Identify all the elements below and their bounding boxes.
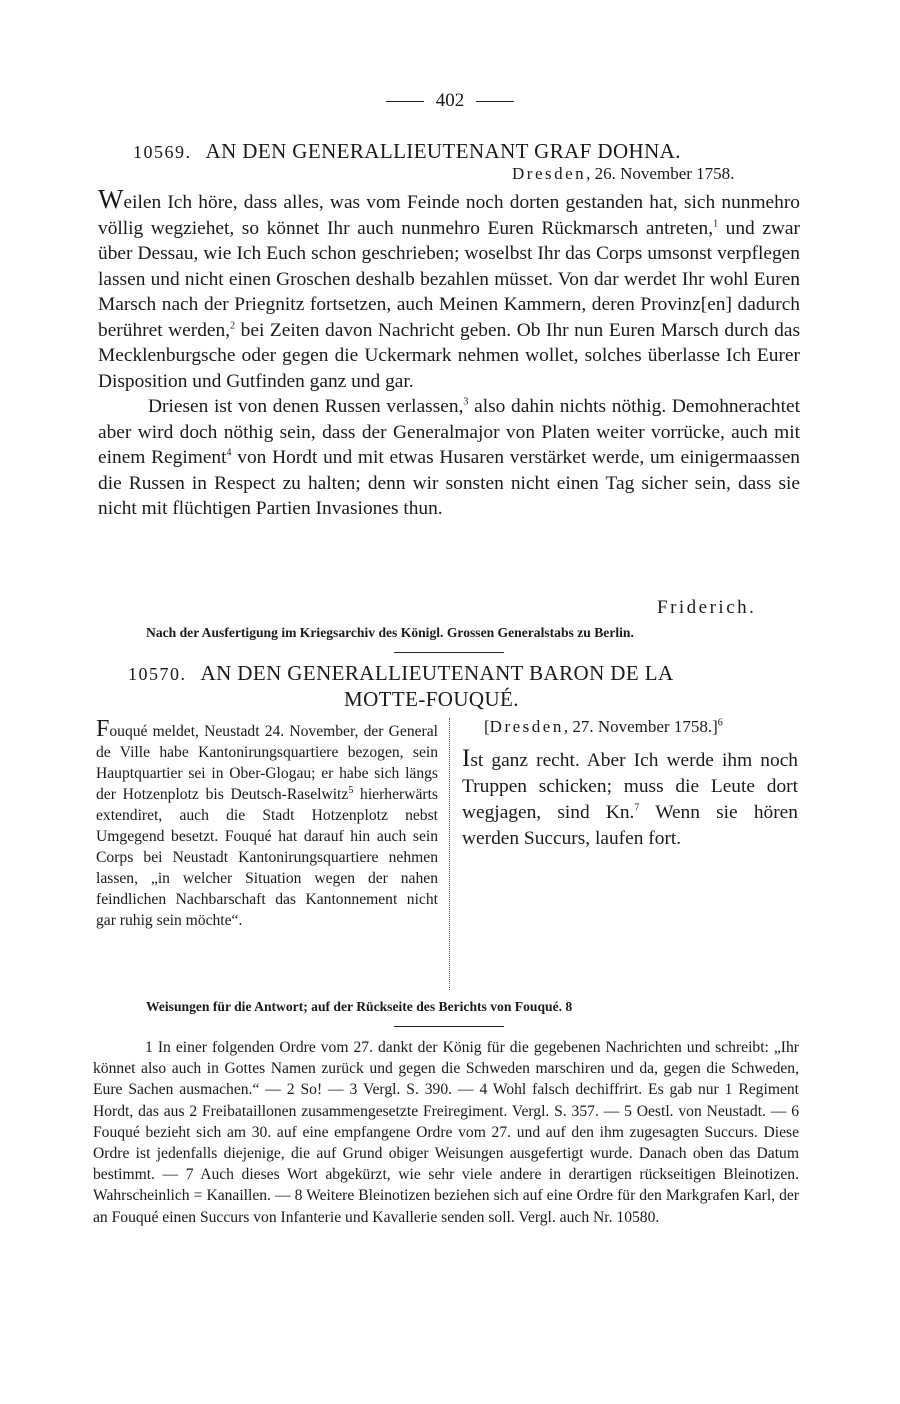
letter-1-title: AN DEN GENERALLIEUTENANT GRAF DOHNA. bbox=[205, 139, 681, 163]
letter-1-body bbox=[98, 184, 800, 522]
footnote-ref-2: 2 bbox=[230, 320, 236, 332]
letter-2-right-part-a: st ganz recht. Aber Ich werde ihm noch Truppen schicken; muss die Leute dort wegjagen, sind Kn. bbox=[462, 750, 798, 823]
letter-1-source-note: Nach der Ausfertigung im Kriegsarchiv des Königl. Grossen Generalstabs zu Berlin. bbox=[146, 625, 634, 640]
footnotes-text: 1 In einer folgenden Ordre vom 27. dankt der König für die gegebenen Nachrichten und schreibt: „Ihr könnet also auch in Gottes Namen zurück und gegen die Schweden marschiren und da, gegen die Schweden, Eure Sachen ausmachen.“ — 2 So! — 3 Vergl. S. 390. — 4 Wohl falsch dechiffrirt. Es gab nur 1 Regiment Hordt, das aus 2 Freibataillonen zusammengesetzte Freiregiment. Vergl. S. 357. — 5 Oestl. von Neustadt. — 6 Fouqué bezieht sich am 30. auf eine empfangene Ordre vom 27. und auf den ihm zugesagten Succurs. Diese Ordre ist jedenfalls diejenige, die auf Grund obiger Weisungen ausgefertigt wurde. Danach oben das Datum bestimmt. — 7 Auch dieses Wort abgekürzt, wie sehr viele andere in derartigen rückseitigen Bleinotizen. Wahrscheinlich = Kanaillen. — 8 Weitere Bleinotizen beziehen sich auf eine Ordre für den Markgrafen Karl, der an Fouqué einen Succurs von Infanterie und Kavallerie senden soll. Vergl. auch Nr. 10580. bbox=[93, 1039, 799, 1226]
page-number bbox=[0, 90, 900, 112]
footnotes bbox=[93, 1037, 799, 1228]
letter-1-p2-part-a: Driesen ist von denen Russen verlassen, bbox=[148, 396, 464, 417]
letter-2-source-note: Weisungen für die Antwort; auf der Rückseite des Berichts von Fouqué. 8 bbox=[146, 999, 573, 1014]
letter-1-dropcap: W bbox=[98, 184, 124, 214]
letter-2-dateline bbox=[484, 717, 723, 737]
letter-2-left-part-b: hierherwärts extendiret, auch die Stadt Hotzenplotz nebst Umgegend besetzt. Fouqué hat darauf hin auch sein Corps bei Neustadt Kantonirungsquartiere nehmen lassen, „in welcher Situation wegen der nahen feindlichen Nachbarschaft das Kantonnement nicht gar ruhig sein möchte“. bbox=[96, 786, 438, 929]
letter-1-signature: Friderich. bbox=[657, 597, 757, 618]
letter-2-heading bbox=[128, 661, 674, 686]
page-number-text: 402 bbox=[435, 90, 465, 111]
footnote-ref-6: 6 bbox=[717, 717, 723, 729]
letter-1-p2-part-b: also dahin nichts nöthig. Demohnerachtet aber wird doch nöthig sein, dass der Generalmajor von Platen weiter vorrücke, auch mit einem Regiment bbox=[98, 396, 800, 468]
letter-1-number: 10569. bbox=[133, 142, 192, 162]
letter-2-left-part-a: ouqué meldet, Neustadt 24. November, der General de Ville habe Kantonirungsquartiere bezogen, sein Hauptquartier sei in Ober-Glogau; er habe sich längs der Hotzenplotz bis Deutsch-Raselwitz bbox=[96, 723, 438, 803]
letter-2-right-part-b: Wenn sie hören werden Succurs, laufen fort. bbox=[462, 802, 798, 849]
footnote-ref-5: 5 bbox=[348, 784, 354, 796]
letter-2-right-dropcap: I bbox=[462, 745, 471, 772]
letter-2-heading-line-2: MOTTE-FOUQUÉ. bbox=[344, 687, 519, 711]
letter-2-reply-text bbox=[462, 746, 798, 852]
column-divider bbox=[449, 718, 450, 990]
letter-1-heading bbox=[133, 139, 681, 164]
letter-1-dateline bbox=[512, 164, 734, 184]
page-number-dash-right bbox=[476, 101, 514, 102]
letter-2-date-bracket: [ bbox=[484, 717, 490, 736]
letter-1-date-place: Dresden bbox=[512, 164, 587, 183]
letter-1-p1-part-b: und zwar über Dessau, wie Ich Euch schon geschrieben; woselbst Ihr das Corps umsonst verpflegen lassen und nicht einen Groschen deshalb bezahlen müsset. Von dar werdet Ihr wohl Euren Marsch nach der Priegnitz fortsetzen, auch Meinen Kammern, deren Provinz[en] dadurch berühret werden, bbox=[98, 217, 800, 341]
letter-2-number: 10570. bbox=[128, 664, 187, 684]
letter-2-title-line-1: AN DEN GENERALLIEUTENANT BARON DE LA bbox=[200, 661, 674, 685]
footnote-ref-7: 7 bbox=[634, 802, 640, 814]
letter-1-p1-part-a: eilen Ich höre, dass alles, was vom Feinde noch dorten gestanden hat, sich nunmehro völlig wegziehet, so könnet Ihr auch nunmehro Euren Rückmarsch antreten, bbox=[98, 192, 800, 239]
footnote-ref-4: 4 bbox=[226, 447, 232, 459]
letter-2-left-dropcap: F bbox=[96, 716, 110, 742]
letter-2-date: , 27. November 1758.] bbox=[563, 717, 718, 736]
footnote-divider bbox=[394, 1026, 504, 1027]
letter-2-report-summary bbox=[96, 716, 438, 931]
letter-1-paragraph-1 bbox=[98, 184, 800, 394]
letter-2-date-place: Dresden bbox=[489, 717, 564, 736]
letter-1-paragraph-2 bbox=[98, 394, 800, 522]
footnote-ref-3: 3 bbox=[463, 396, 469, 408]
footnote-ref-1: 1 bbox=[713, 218, 719, 230]
section-divider bbox=[394, 652, 504, 653]
letter-1-p2-part-c: von Hordt und mit etwas Husaren verstärket werde, um einigermaassen die Russen in Respect zu halten; denn wir sonsten nicht einen Tag sicher sein, dass sie nicht mit flüchtigen Partien Invasiones thun. bbox=[98, 447, 800, 519]
page-number-dash-left bbox=[386, 101, 424, 102]
letter-1-date: , 26. November 1758. bbox=[586, 164, 735, 183]
letter-1-p1-part-c: bei Zeiten davon Nachricht geben. Ob Ihr nun Euren Marsch durch das Mecklenburgsche oder gegen die Uckermark nehmen wollet, solches überlasse Ich Eurer Disposition und Gutfinden ganz und gar. bbox=[98, 319, 800, 392]
